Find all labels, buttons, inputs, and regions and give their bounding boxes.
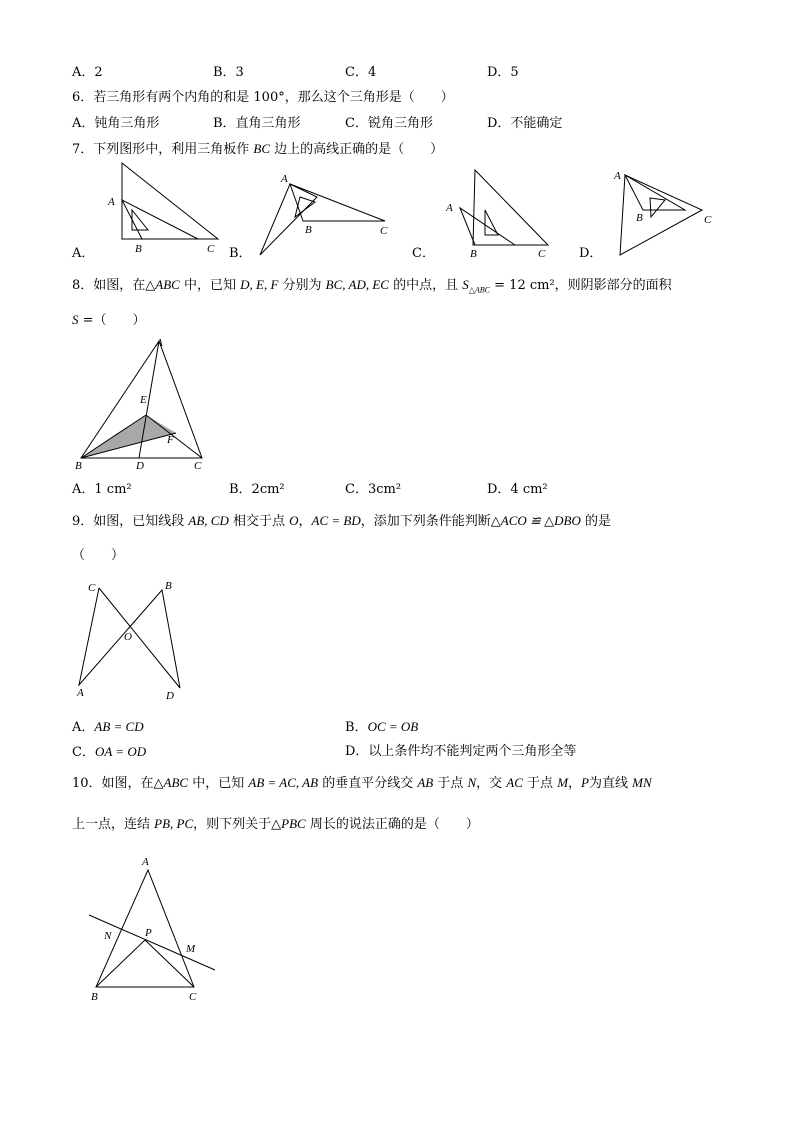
q5-option-b: B．3 [213,65,244,80]
q7a-label-a: A [108,196,115,208]
q9-figure [72,578,192,703]
q9-option-c: C．OA = OD [72,744,147,760]
q10-label-p: P [145,927,152,939]
q6-option-a: A．钝角三角形 [72,116,160,131]
q10-label-n: N [104,930,112,942]
q10-label-c: C [189,991,197,1003]
q9-label-a: A [77,687,84,699]
q8-option-d: D．4 cm² [487,482,548,497]
q8-label-a: A [156,337,163,349]
q9-label-d: D [166,690,174,702]
q7-stem: 7．下列图形中，利用三角板作 BC 边上的高线正确的是（ ） [72,141,444,157]
q8-label-c: C [194,460,202,472]
q7d-label-a: A [614,170,621,182]
q7-option-c-letter: C． [412,246,435,261]
q10-label-m: M [186,943,196,955]
q7c-label-b: B [470,248,477,260]
q10-label-a: A [142,856,149,868]
q7d-label-b: B [636,212,643,224]
q7-option-d-letter: D． [579,246,603,261]
q7-option-a-letter: A． [72,246,95,261]
q8-option-c: C．3cm² [345,482,402,497]
q9-label-o: O [124,631,132,643]
q6-option-b: B．直角三角形 [213,116,301,131]
q7-figure-a [100,160,230,260]
q9-option-b: B．OC = OB [345,719,419,735]
q5-option-c: C．4 [345,65,377,80]
q10-label-b: B [91,991,98,1003]
q7-figure-d [605,165,725,260]
q7b-label-a: A [281,173,288,185]
q7c-label-c: C [538,248,546,260]
q6-option-c: C．锐角三角形 [345,116,433,131]
q7a-label-c: C [207,243,215,255]
q7-option-b-letter: B． [229,246,252,261]
q6-stem: 6．若三角形有两个内角的和是 100°，那么这个三角形是（ ） [72,90,454,105]
q7d-label-c: C [704,214,712,226]
q6-option-d: D．不能确定 [487,116,563,131]
q7a-label-b: B [135,243,142,255]
q7-figure-b [255,170,395,260]
q7b-label-b: B [305,224,312,236]
q9-option-a: A．AB = CD [72,719,144,735]
q8-label-f: F [167,434,174,446]
q10-stem-line1: 10．如图，在△ABC 中，已知 AB = AC, AB 的垂直平分线交 AB 于点 N，交 AC 于点 M，P为直线 MN [72,775,652,791]
q8-stem-line1: 8．如图，在△ABC 中，已知 D, E, F 分别为 BC, AD, EC 的中点，且 $S_{\triangle ABC} = 12$ cm²，则阴影部分的面积 [72,277,672,295]
q9-stem-line1: 9．如图，已知线段 AB, CD 相交于点 O，AC = BD，添加下列条件能判断△ACO ≌ △DBO 的是 [72,513,611,529]
q9-label-c: C [88,582,96,594]
q8-figure [74,335,214,475]
q5-option-a: A．2 [72,65,103,80]
q10-figure [84,852,224,1007]
q8-option-a: A．1 cm² [72,482,132,497]
q5-option-d: D．5 [487,65,519,80]
q7b-label-c: C [380,225,388,237]
q7-figure-c [440,165,560,265]
q8-label-e: E [140,394,147,406]
q8-label-d: D [136,460,144,472]
q9-option-d: D．以上条件均不能判定两个三角形全等 [345,744,577,759]
q7c-label-a: A [446,202,453,214]
q8-label-b: B [75,460,82,472]
q10-stem-line2: 上一点，连结 PB, PC，则下列关于△PBC 周长的说法正确的是（ ） [72,816,479,832]
q9-stem-line2: （ ） [72,548,125,563]
q9-label-b: B [165,580,172,592]
q8-stem-line2: S =（ ） [72,312,146,328]
q8-option-b: B．2cm² [229,482,285,497]
